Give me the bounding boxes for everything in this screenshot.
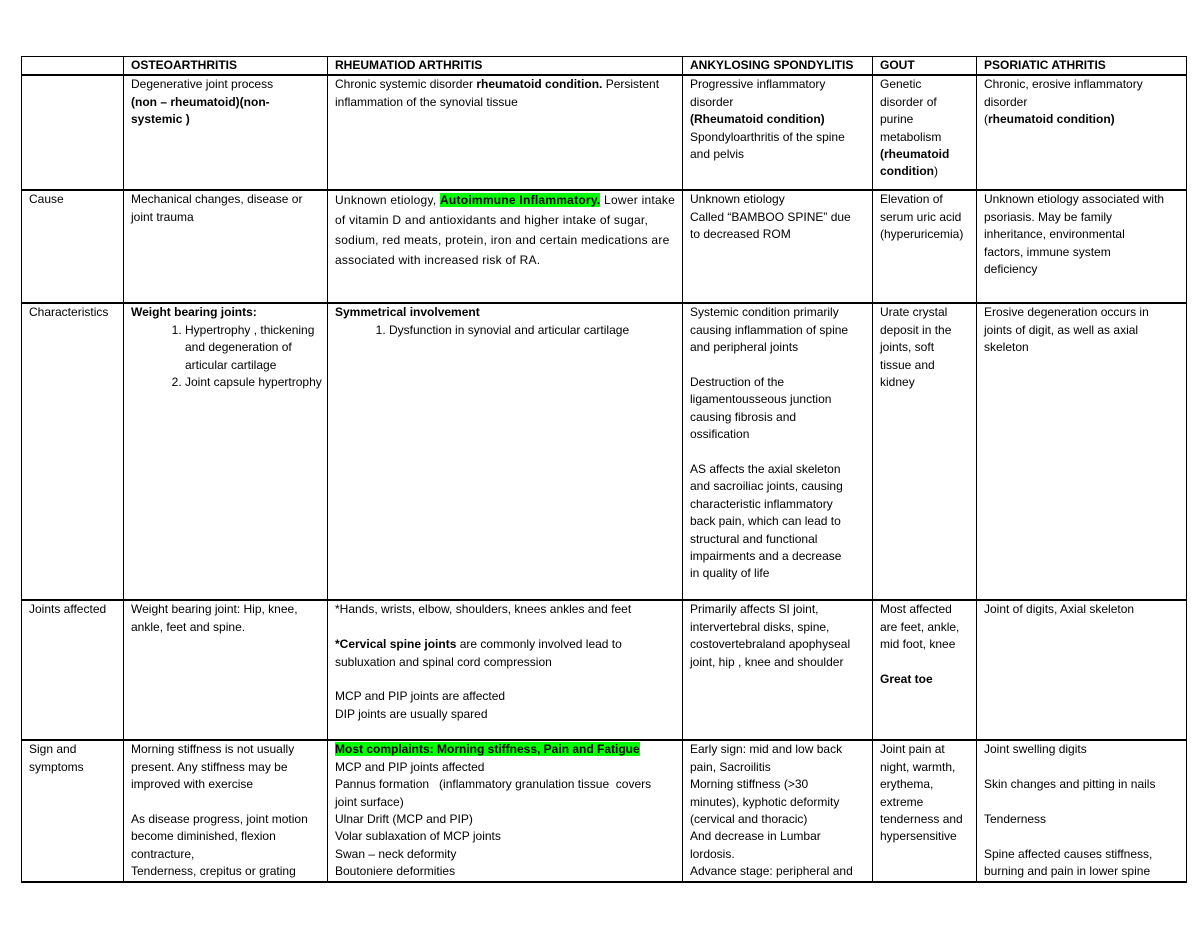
text-line: Pannus formation (inflammatory granulation tissue covers [335,777,652,792]
text-line: Sign and [29,742,77,757]
text-line: Urate crystal [880,305,948,320]
text-line: hypersensitive [880,829,957,844]
text-line: Erosive degeneration occurs in [984,305,1149,320]
cell-as-cause [683,190,873,303]
text-line: minutes), kyphotic deformity [690,794,840,809]
text-line: to decreased ROM [690,227,791,242]
cell-oa-characteristics [124,303,328,600]
text-span: are commonly involved lead to [456,637,622,652]
cell-gout-cause [873,190,977,303]
text-line: Systemic condition primarily [690,305,839,320]
text-line: deposit in the [880,322,952,337]
text-line: tenderness and [880,812,963,827]
highlighted-text: Autoimmune Inflammatory. [440,193,601,208]
text-line: DIP joints are usually spared [335,706,488,721]
text-line: Spine affected causes stiffness, [984,846,1153,861]
text-line: Swan – neck deformity [335,846,457,861]
text-line: joint trauma [131,209,194,224]
cell-gout-characteristics [873,303,977,600]
text-line: extreme [880,794,924,809]
text-line: Weight bearing joint: Hip, knee, [131,602,298,617]
numbered-list [335,322,678,339]
text-line: systemic ) [131,112,190,127]
cell-as-signs [683,740,873,881]
text-line: Called “BAMBOO SPINE” due [690,209,851,224]
cell-oa-cause [124,190,328,303]
cell-psa-signs [977,740,1187,881]
header-rheumatoid-arthritis: RHEUMATIOD ARTHRITIS [328,57,683,76]
text-span: Chronic systemic disorder [335,77,477,92]
cell-oa-joints [124,600,328,740]
cell-oa-signs [124,740,328,881]
text-line: Primarily affects SI joint, [690,602,819,617]
text-line: erythema, [880,777,934,792]
text-line: subluxation and spinal cord compression [335,654,552,669]
table-row-joints-affected [22,600,1187,740]
text-line: disorder of [880,94,937,109]
cell-as-characteristics [683,303,873,600]
text-line: back pain, which can lead to [690,514,841,529]
table-row-cause [22,190,1187,303]
list-item: 2. Joint capsule hypertrophy [185,374,323,391]
text-line: Most affected [880,602,952,617]
highlighted-text: Most complaints: Morning stiffness, Pain and Fatigue [335,742,640,757]
header-empty [22,57,124,76]
text-line: Spondyloarthritis of the spine [690,129,845,144]
text-line: MCP and PIP joints affected [335,759,485,774]
text-line: deficiency [984,262,1038,277]
text-line: Skin changes and pitting in nails [984,777,1156,792]
text-line: joints, soft [880,340,935,355]
text-line: Morning stiffness (>30 [690,777,809,792]
row-label-signs-symptoms [22,740,124,881]
text-span: Unknown etiology, [335,193,440,208]
text-line: Mechanical changes, disease or [131,192,303,207]
text-line: structural and functional [690,531,818,546]
text-line: ankle, feet and spine. [131,619,246,634]
text-line: AS affects the axial skeleton [690,462,841,477]
table-row-characteristics [22,303,1187,600]
text-line: And decrease in Lumbar [690,829,821,844]
text-line: in quality of life [690,566,770,581]
text-span-bold: condition [880,164,934,179]
text-span: Persistent inflammation of the synovial tissue [335,77,660,109]
text-line: causing fibrosis and [690,409,797,424]
row-label-characteristics: Characteristics [22,303,124,600]
header-row [22,57,1187,76]
text-line: tissue and [880,357,935,372]
text-line: and peripheral joints [690,340,799,355]
text-line: ligamentousseous junction [690,392,832,407]
text-line: Symmetrical involvement [335,305,480,320]
text-line: psoriasis. May be family [984,209,1113,224]
text-line: Joint pain at [880,742,945,757]
text-span: ( [984,112,988,127]
cell-ra-definition [328,75,683,190]
text-line: kidney [880,375,915,390]
text-line: (Rheumatoid condition) [690,112,825,127]
text-line: burning and pain in lower spine [984,864,1151,879]
list-item: 1. Dysfunction in synovial and articular cartilage [389,322,678,339]
text-line: disorder [984,94,1028,109]
text-line: mid foot, knee [880,637,956,652]
text-line: (rheumatoid [880,147,950,162]
text-line: joints of digit, as well as axial [984,322,1139,337]
table-row-definition [22,75,1187,190]
text-line: Ulnar Drift (MCP and PIP) [335,812,473,827]
text-line: Advance stage: peripheral and [690,864,853,879]
text-line: Destruction of the [690,375,785,390]
text-line: Early sign: mid and low back [690,742,843,757]
text-line: and pelvis [690,147,745,162]
text-line: Chronic, erosive inflammatory [984,77,1143,92]
text-line: night, warmth, [880,759,956,774]
text-line: symptoms [29,759,84,774]
cell-psa-characteristics [977,303,1187,600]
text-line: disorder [690,94,734,109]
cell-ra-cause [328,190,683,303]
text-line: become diminished, flexion [131,829,276,844]
text-line: metabolism [880,129,942,144]
cell-psa-joints [977,600,1187,740]
table-row-signs-symptoms [22,740,1187,881]
text-line: Progressive inflammatory [690,77,826,92]
cell-as-joints [683,600,873,740]
text-line: Joint swelling digits [984,742,1087,757]
text-line: inheritance, environmental [984,227,1125,242]
text-line: joint surface) [335,794,404,809]
text-line: ossification [690,427,750,442]
text-line: serum uric acid [880,209,962,224]
text-line: lordosis. [690,846,735,861]
row-label-joints-affected: Joints affected [22,600,124,740]
text-line: Tenderness, crepitus or grating [131,864,296,879]
text-line: Unknown etiology associated with [984,192,1165,207]
text-span-bold: rheumatoid condition. [476,77,603,92]
text-line: present. Any stiffness may be [131,759,288,774]
text-line: Unknown etiology [690,192,785,207]
text-line: intervertebral disks, spine, [690,619,830,634]
header-psoriatic-arthritis: PSORIATIC ATHRITIS [977,57,1187,76]
text-line: Degenerative joint process [131,77,274,92]
cell-psa-definition [977,75,1187,190]
text-line: Boutoniere deformities [335,864,456,879]
text-line: Morning stiffness is not usually [131,742,295,757]
list-item: 1. Hypertrophy , thickening and degeneration of articular cartilage [185,322,323,374]
text-span-bold: *Cervical spine joints [335,637,457,652]
text-span-bold: rheumatoid condition) [988,112,1115,127]
row-label-definition [22,75,124,190]
text-line: contracture, [131,846,195,861]
text-line: causing inflammation of spine [690,322,849,337]
header-ankylosing-spondylitis: ANKYLOSING SPONDYLITIS [683,57,873,76]
text-line: joint, hip , knee and shoulder [690,654,844,669]
text-line: MCP and PIP joints are affected [335,689,506,704]
text-line: Joint of digits, Axial skeleton [984,602,1135,617]
cell-gout-signs [873,740,977,881]
text-line: characteristic inflammatory [690,496,833,511]
text-line: (non – rheumatoid)(non- [131,94,270,109]
text-line: and sacroiliac joints, causing [690,479,843,494]
arthritis-comparison-table [21,56,1187,883]
text-line: Genetic [880,77,922,92]
text-line: As disease progress, joint motion [131,812,308,827]
text-span: Lower intake of vitamin D and antioxidants and higher intake of sugar, sodium, red meats, protein, iron and certain medications are associated with increased risk of RA. [335,193,676,267]
cell-ra-joints [328,600,683,740]
cell-as-definition [683,75,873,190]
text-line: Weight bearing joints: [131,305,257,320]
cell-ra-characteristics [328,303,683,600]
header-gout: GOUT [873,57,977,76]
text-line: (hyperuricemia) [880,227,964,242]
text-line: Great toe [880,672,933,687]
cell-gout-definition [873,75,977,190]
text-line: costovertebraland apophyseal [690,637,851,652]
row-label-cause: Cause [22,190,124,303]
text-line: factors, immune system [984,244,1111,259]
header-osteoarthritis: OSTEOARTHRITIS [124,57,328,76]
text-line: improved with exercise [131,777,254,792]
text-line: impairments and a decrease [690,549,842,564]
text-line: pain, Sacroilitis [690,759,771,774]
text-line: Tenderness [984,812,1047,826]
text-line: *Hands, wrists, elbow, shoulders, knees ankles and feet [335,602,632,617]
cell-psa-cause [977,190,1187,303]
text-line: (cervical and thoracic) [690,812,808,827]
cell-gout-joints [873,600,977,740]
text-line: Volar sublaxation of MCP joints [335,829,501,844]
text-line: Elevation of [880,192,943,207]
text-line: purine [880,112,914,127]
numbered-list [131,322,323,392]
cell-oa-definition [124,75,328,190]
text-line: are feet, ankle, [880,619,960,634]
text-span: ) [934,164,938,179]
cell-ra-signs [328,740,683,881]
text-line: skeleton [984,340,1029,355]
